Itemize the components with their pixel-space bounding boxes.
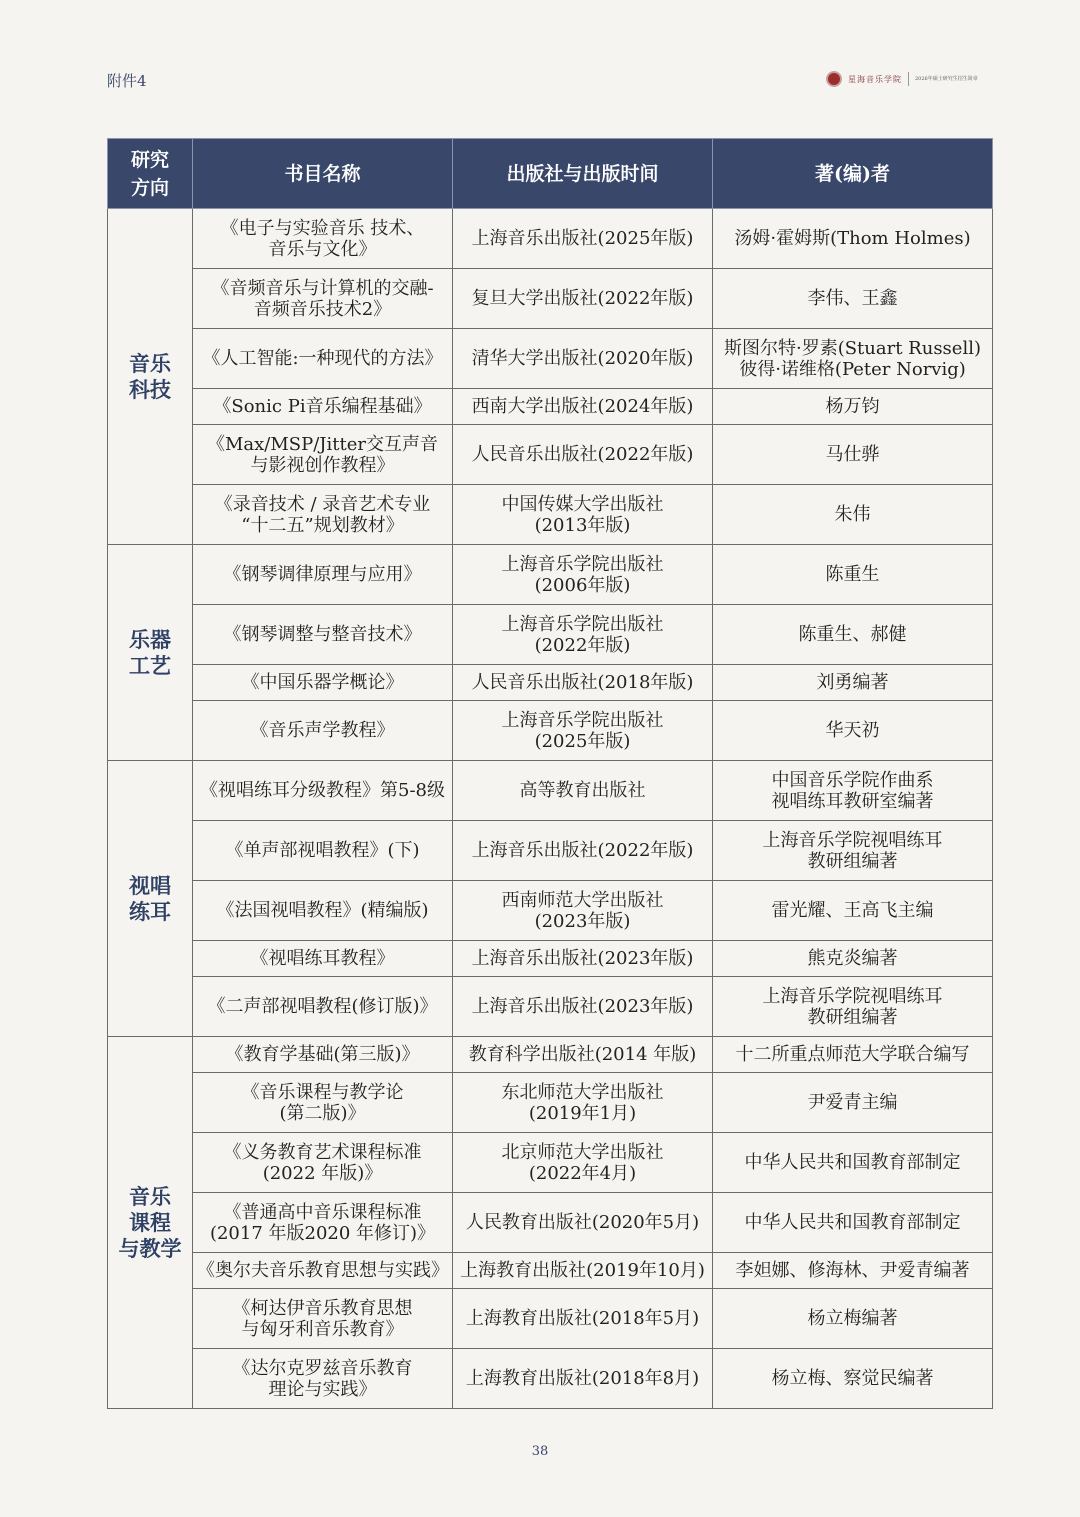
author-cell: 马仕骅 [713, 425, 993, 485]
author-cell: 陈重生 [713, 545, 993, 605]
author-cell: 中华人民共和国教育部制定 [713, 1133, 993, 1193]
publisher-cell: 上海音乐出版社(2022年版) [453, 821, 713, 881]
author-cell: 李伟、王鑫 [713, 269, 993, 329]
publisher-cell: 西南大学出版社(2024年版) [453, 389, 713, 425]
title-cell: 《音乐声学教程》 [193, 701, 453, 761]
title-cell: 《柯达伊音乐教育思想 与匈牙利音乐教育》 [193, 1289, 453, 1349]
title-cell: 《达尔克罗兹音乐教育 理论与实践》 [193, 1349, 453, 1409]
table-row [108, 1037, 993, 1073]
publisher-cell: 上海音乐出版社(2023年版) [453, 941, 713, 977]
school-logo [826, 70, 996, 88]
title-cell: 《普通高中音乐课程标准 (2017 年版2020 年修订)》 [193, 1193, 453, 1253]
page-number: 38 [531, 1444, 549, 1459]
title-cell: 《奥尔夫音乐教育思想与实践》 [193, 1253, 453, 1289]
publisher-cell: 上海音乐出版社(2023年版) [453, 977, 713, 1037]
title-cell: 《Sonic Pi音乐编程基础》 [193, 389, 453, 425]
publisher-cell: 北京师范大学出版社 (2022年4月) [453, 1133, 713, 1193]
publisher-cell: 东北师范大学出版社 (2019年1月) [453, 1073, 713, 1133]
author-cell: 中华人民共和国教育部制定 [713, 1193, 993, 1253]
attachment-label: 附件4 [107, 72, 147, 90]
author-cell: 熊克炎编著 [713, 941, 993, 977]
title-cell: 《义务教育艺术课程标准 (2022 年版)》 [193, 1133, 453, 1193]
author-cell: 斯图尔特·罗素(Stuart Russell) 彼得·诺维格(Peter Norvig) [713, 329, 993, 389]
brochure-title: 2026年硕士研究生招生简章 [915, 75, 978, 82]
title-cell: 《Max/MSP/Jitter交互声音 与影视创作教程》 [193, 425, 453, 485]
table-row [108, 1193, 993, 1253]
direction-cell: 音乐 课程 与教学 [108, 1037, 193, 1409]
header-direction: 研究 方向 [108, 139, 193, 209]
publisher-cell: 上海音乐学院出版社 (2022年版) [453, 605, 713, 665]
table-row [108, 1073, 993, 1133]
header-author: 著(编)者 [713, 139, 993, 209]
logo-divider [908, 72, 909, 86]
table-row [108, 881, 993, 941]
direction-cell: 乐器 工艺 [108, 545, 193, 761]
table-row [108, 329, 993, 389]
title-cell: 《音频音乐与计算机的交融- 音频音乐技术2》 [193, 269, 453, 329]
author-cell: 陈重生、郝健 [713, 605, 993, 665]
author-cell: 汤姆·霍姆斯(Thom Holmes) [713, 209, 993, 269]
table-row [108, 389, 993, 425]
reading-list-table [107, 138, 993, 1409]
title-cell: 《钢琴调律原理与应用》 [193, 545, 453, 605]
author-cell: 李妲娜、修海林、尹爱青编著 [713, 1253, 993, 1289]
table-row [108, 485, 993, 545]
title-cell: 《录音技术 / 录音艺术专业 “十二五”规划教材》 [193, 485, 453, 545]
title-cell: 《法国视唱教程》(精编版) [193, 881, 453, 941]
table-row [108, 1253, 993, 1289]
author-cell: 上海音乐学院视唱练耳 教研组编著 [713, 977, 993, 1037]
publisher-cell: 教育科学出版社(2014 年版) [453, 1037, 713, 1073]
direction-cell: 视唱 练耳 [108, 761, 193, 1037]
title-cell: 《电子与实验音乐 技术、 音乐与文化》 [193, 209, 453, 269]
publisher-cell: 西南师范大学出版社 (2023年版) [453, 881, 713, 941]
school-seal-icon [826, 71, 842, 87]
author-cell: 上海音乐学院视唱练耳 教研组编著 [713, 821, 993, 881]
header-book-title: 书目名称 [193, 139, 453, 209]
author-cell: 华天礽 [713, 701, 993, 761]
title-cell: 《钢琴调整与整音技术》 [193, 605, 453, 665]
table-header-row [108, 139, 993, 209]
table-row [108, 1133, 993, 1193]
publisher-cell: 上海教育出版社(2019年10月) [453, 1253, 713, 1289]
publisher-cell: 复旦大学出版社(2022年版) [453, 269, 713, 329]
table-row [108, 605, 993, 665]
table-row [108, 545, 993, 605]
title-cell: 《人工智能:一种现代的方法》 [193, 329, 453, 389]
direction-cell: 音乐 科技 [108, 209, 193, 545]
title-cell: 《单声部视唱教程》(下) [193, 821, 453, 881]
table-row [108, 269, 993, 329]
publisher-cell: 上海教育出版社(2018年8月) [453, 1349, 713, 1409]
title-cell: 《二声部视唱教程(修订版)》 [193, 977, 453, 1037]
publisher-cell: 人民音乐出版社(2022年版) [453, 425, 713, 485]
table-row [108, 425, 993, 485]
title-cell: 《视唱练耳教程》 [193, 941, 453, 977]
author-cell: 朱伟 [713, 485, 993, 545]
school-name: 星海音乐学院 [848, 74, 902, 84]
publisher-cell: 高等教育出版社 [453, 761, 713, 821]
header-publisher: 出版社与出版时间 [453, 139, 713, 209]
table-row [108, 941, 993, 977]
publisher-cell: 人民音乐出版社(2018年版) [453, 665, 713, 701]
table-row [108, 665, 993, 701]
author-cell: 杨万钧 [713, 389, 993, 425]
title-cell: 《教育学基础(第三版)》 [193, 1037, 453, 1073]
publisher-cell: 清华大学出版社(2020年版) [453, 329, 713, 389]
author-cell: 中国音乐学院作曲系 视唱练耳教研室编著 [713, 761, 993, 821]
author-cell: 十二所重点师范大学联合编写 [713, 1037, 993, 1073]
table-row [108, 821, 993, 881]
publisher-cell: 上海音乐出版社(2025年版) [453, 209, 713, 269]
publisher-cell: 中国传媒大学出版社 (2013年版) [453, 485, 713, 545]
author-cell: 杨立梅编著 [713, 1289, 993, 1349]
author-cell: 杨立梅、察觉民编著 [713, 1349, 993, 1409]
publisher-cell: 上海音乐学院出版社 (2025年版) [453, 701, 713, 761]
publisher-cell: 上海教育出版社(2018年5月) [453, 1289, 713, 1349]
table-row [108, 1349, 993, 1409]
table-row [108, 761, 993, 821]
author-cell: 尹爱青主编 [713, 1073, 993, 1133]
table-row [108, 977, 993, 1037]
title-cell: 《中国乐器学概论》 [193, 665, 453, 701]
table-row [108, 1289, 993, 1349]
title-cell: 《音乐课程与教学论 (第二版)》 [193, 1073, 453, 1133]
author-cell: 雷光耀、王高飞主编 [713, 881, 993, 941]
publisher-cell: 上海音乐学院出版社 (2006年版) [453, 545, 713, 605]
publisher-cell: 人民教育出版社(2020年5月) [453, 1193, 713, 1253]
author-cell: 刘勇编著 [713, 665, 993, 701]
title-cell: 《视唱练耳分级教程》第5-8级 [193, 761, 453, 821]
table-row [108, 209, 993, 269]
table-row [108, 701, 993, 761]
